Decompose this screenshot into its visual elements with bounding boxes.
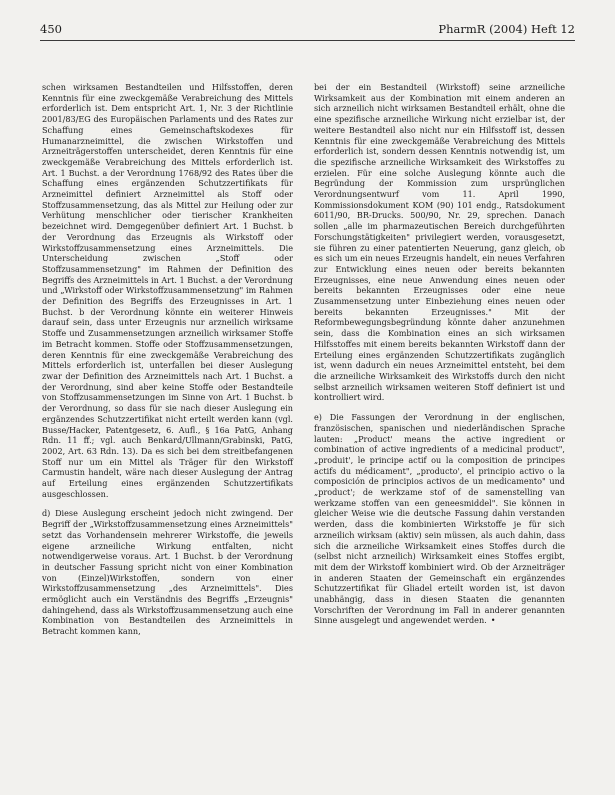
paragraph: schen wirksamen Bestandteilen und Hilfsstoffen, deren Kenntnis für eine zweckgemäße Verabreichung des Mittels erforderlich ist. Dem entspricht Art. 1, Nr. 3 der Richtlinie 2001/83/EG des Europäischen Parlaments und des Rates zur Schaffung eines Gemeinschaftskodexes für Humanarzneimittel, die zwischen Wirkstoffen und Arzneiträgerstoffen unterscheidet, deren Kenntnis für eine zweckgemäße Verabreichung des Mittels erforderlich ist. Art. 1 Buchst. a der Verordnung 1768/92 des Rates über die Schaffung eines ergänzenden Schutzzertifikats für Arzneimittel definiert Arzneimittel als Stoff oder Stoffzusammensetzung, das als Mittel zur Heilung oder zur Verhütung menschlicher oder tierischer Krankheiten bezeichnet wird. Demgegenüber definiert Art. 1 Buchst. b der Verordnung das Erzeugnis als Wirkstoff oder Wirkstoffzusammensetzung eines Arzneimittels. Die Unterscheidung zwischen „Stoff oder Stoffzusammensetzung" im Rahmen der Definition des Begriffs des Arzneimittels in Art. 1 Buchst. a der Verordnung und „Wirkstoff oder Wirkstoffzusammensetzung" im Rahmen der Definition des Begriffs des Erzeugnisses in Art. 1 Buchst. b der Verordnung könnte ein weiterer Hinweis darauf sein, dass unter Erzeugnis nur arzneilich wirksame Stoffe und Zusammensetzungen arzneilich wirksamer Stoffe im Betracht kommen. Stoffe oder Stoffzusammensetzungen, deren Kenntnis für eine zweckgemäße Verabreichung des Mittels erforderlich ist, unterfallen bei dieser Auslegung zwar der Definition des Arzneimittels nach Art. 1 Buchst. a der Verordnung, sind aber keine Stoffe oder Bestandteile von Stoffzusammensetzungen im Sinne von Art. 1 Buchst. b der Verordnung, so dass für sie nach dieser Auslegung ein ergänzendes Schutzzertifikat nicht erteilt werden kann (vgl. Busse/Hacker, Patentgesetz, 6. Aufl., § 16a PatG, Anhang Rdn. 11 ff.; vgl. auch Benkard/Ullmann/Grabinski, PatG, 2002, Art. 63 Rdn. 13). Da es sich bei dem streitbefangenen Stoff nur um ein Mittel als Träger für den Wirkstoff Carmustin handelt, wäre nach dieser Auslegung der Antrag auf Erteilung eines ergänzenden Schutzzertifikats ausgeschlossen. <box>42 82 293 499</box>
paragraph-text: e) Die Fassungen der Verordnung in der englischen, französischen, spanischen und niederländischen Sprache lauten: „Product' means the active ingredient or combination of active ingredients of a medicinal product", „produit', le principe actif ou la composition de principes actifs du médicament", „producto', el principio activo o la composición de principios activos de un medicamento" und „product'; de werkzame stof of de samenstelling van werkzame stoffen van een geneesmiddel". Sie können in gleicher Weise wie die deutsche Fassung dahin verstanden werden, dass die kombinierten Wirkstoffe je für sich arzneilich wirksam (aktiv) sein müssen, als auch dahin, dass sich die arzneiliche Wirksamkeit eines Stoffes durch die (selbst nicht arzneilich) Wirksamkeit eines Stoffes ergibt, mit dem der Wirkstoff kombiniert wird. Ob der Arzneiträger in anderen Staaten der Gemeinschaft ein ergänzendes Schutzzertifikat für Gliadel erteilt worden ist, ist davon unabhängig, dass in diesen Staaten die genannten Vorschriften der Verordnung im Fall in anderer genannten Sinne ausgelegt und angewendet werden. <box>314 412 565 626</box>
page-number: 450 <box>40 22 62 36</box>
end-mark: • <box>490 615 496 626</box>
left-column <box>42 82 293 646</box>
right-column <box>314 82 565 635</box>
page-header <box>40 22 575 41</box>
paragraph: d) Diese Auslegung erscheint jedoch nicht zwingend. Der Begriff der „Wirkstoffzusammensetzung eines Arzneimittels" setzt das Vorhandensein mehrerer Wirkstoffe, die jeweils eigene arzneiliche Wirkung entfalten, nicht notwendigerweise voraus. Art. 1 Buchst. b der Verordnung in deutscher Fassung spricht nicht von einer Kombination von (Einzel)Wirkstoffen, sondern von einer Wirkstoffzusammensetzung „des Arzneimittels". Dies ermöglicht auch ein Verständnis des Begriffs „Erzeugnis" dahingehend, dass als Wirkstoffzusammensetzung auch eine Kombination von Bestandteilen des Arzneimittels in Betracht kommen kann, <box>42 508 293 637</box>
paragraph <box>314 412 565 626</box>
paragraph: bei der ein Bestandteil (Wirkstoff) seine arzneiliche Wirksamkeit aus der Kombination mit einem anderen an sich arzneilich nicht wirksamen Bestandteil erhält, ohne die eine spezifische arzneiliche Wirkung nicht erzielbar ist, der weitere Bestandteil also nicht nur ein Hilfsstoff ist, dessen Kenntnis für eine zweckgemäße Verabreichung des Mittels erforderlich ist, sondern dessen Kenntnis notwendig ist, um die spezifische arzneiliche Wirksamkeit des Wirkstoffes zu erzielen. Für eine solche Auslegung könnte auch die Begründung der Kommission zum ursprünglichen Verordnungsentwurf vom 11. April 1990, Kommissionsdokument KOM (90) 101 endg., Ratsdokument 6011/90, BR-Drucks. 500/90, Nr. 29, sprechen. Danach sollen „alle im pharmazeutischen Bereich durchgeführten Forschungstätigkeiten" privilegiert werden, vorausgesetzt, sie führen zu einer patentierten Neuerung, ganz gleich, ob es sich um ein neues Erzeugnis handelt, ein neues Verfahren zur Entwicklung eines neuen oder bereits bekannten Erzeugnisses, eine neue Anwendung eines neuen oder bereits bekannten Erzeugnisses oder eine neue Zusammensetzung unter Einbeziehung eines neuen oder bereits bekannten Erzeugnisses." Mit der Reformbewegungsbegründung könnte daher anzunehmen sein, dass die Kombination eines an sich wirksamen Hilfsstoffes mit einem bereits bekannten Wirkstoff dann der Erteilung eines ergänzenden Schutzzertifikats zugänglich ist, wenn dadurch ein neues Arzneimittel entsteht, bei dem die arzneiliche Wirksamkeit des Wirkstoffs durch den nicht selbst arzneilich wirksamen weiteren Stoff definiert ist und kontrolliert wird. <box>314 82 565 403</box>
journal-reference: PharmR (2004) Heft 12 <box>438 22 575 36</box>
